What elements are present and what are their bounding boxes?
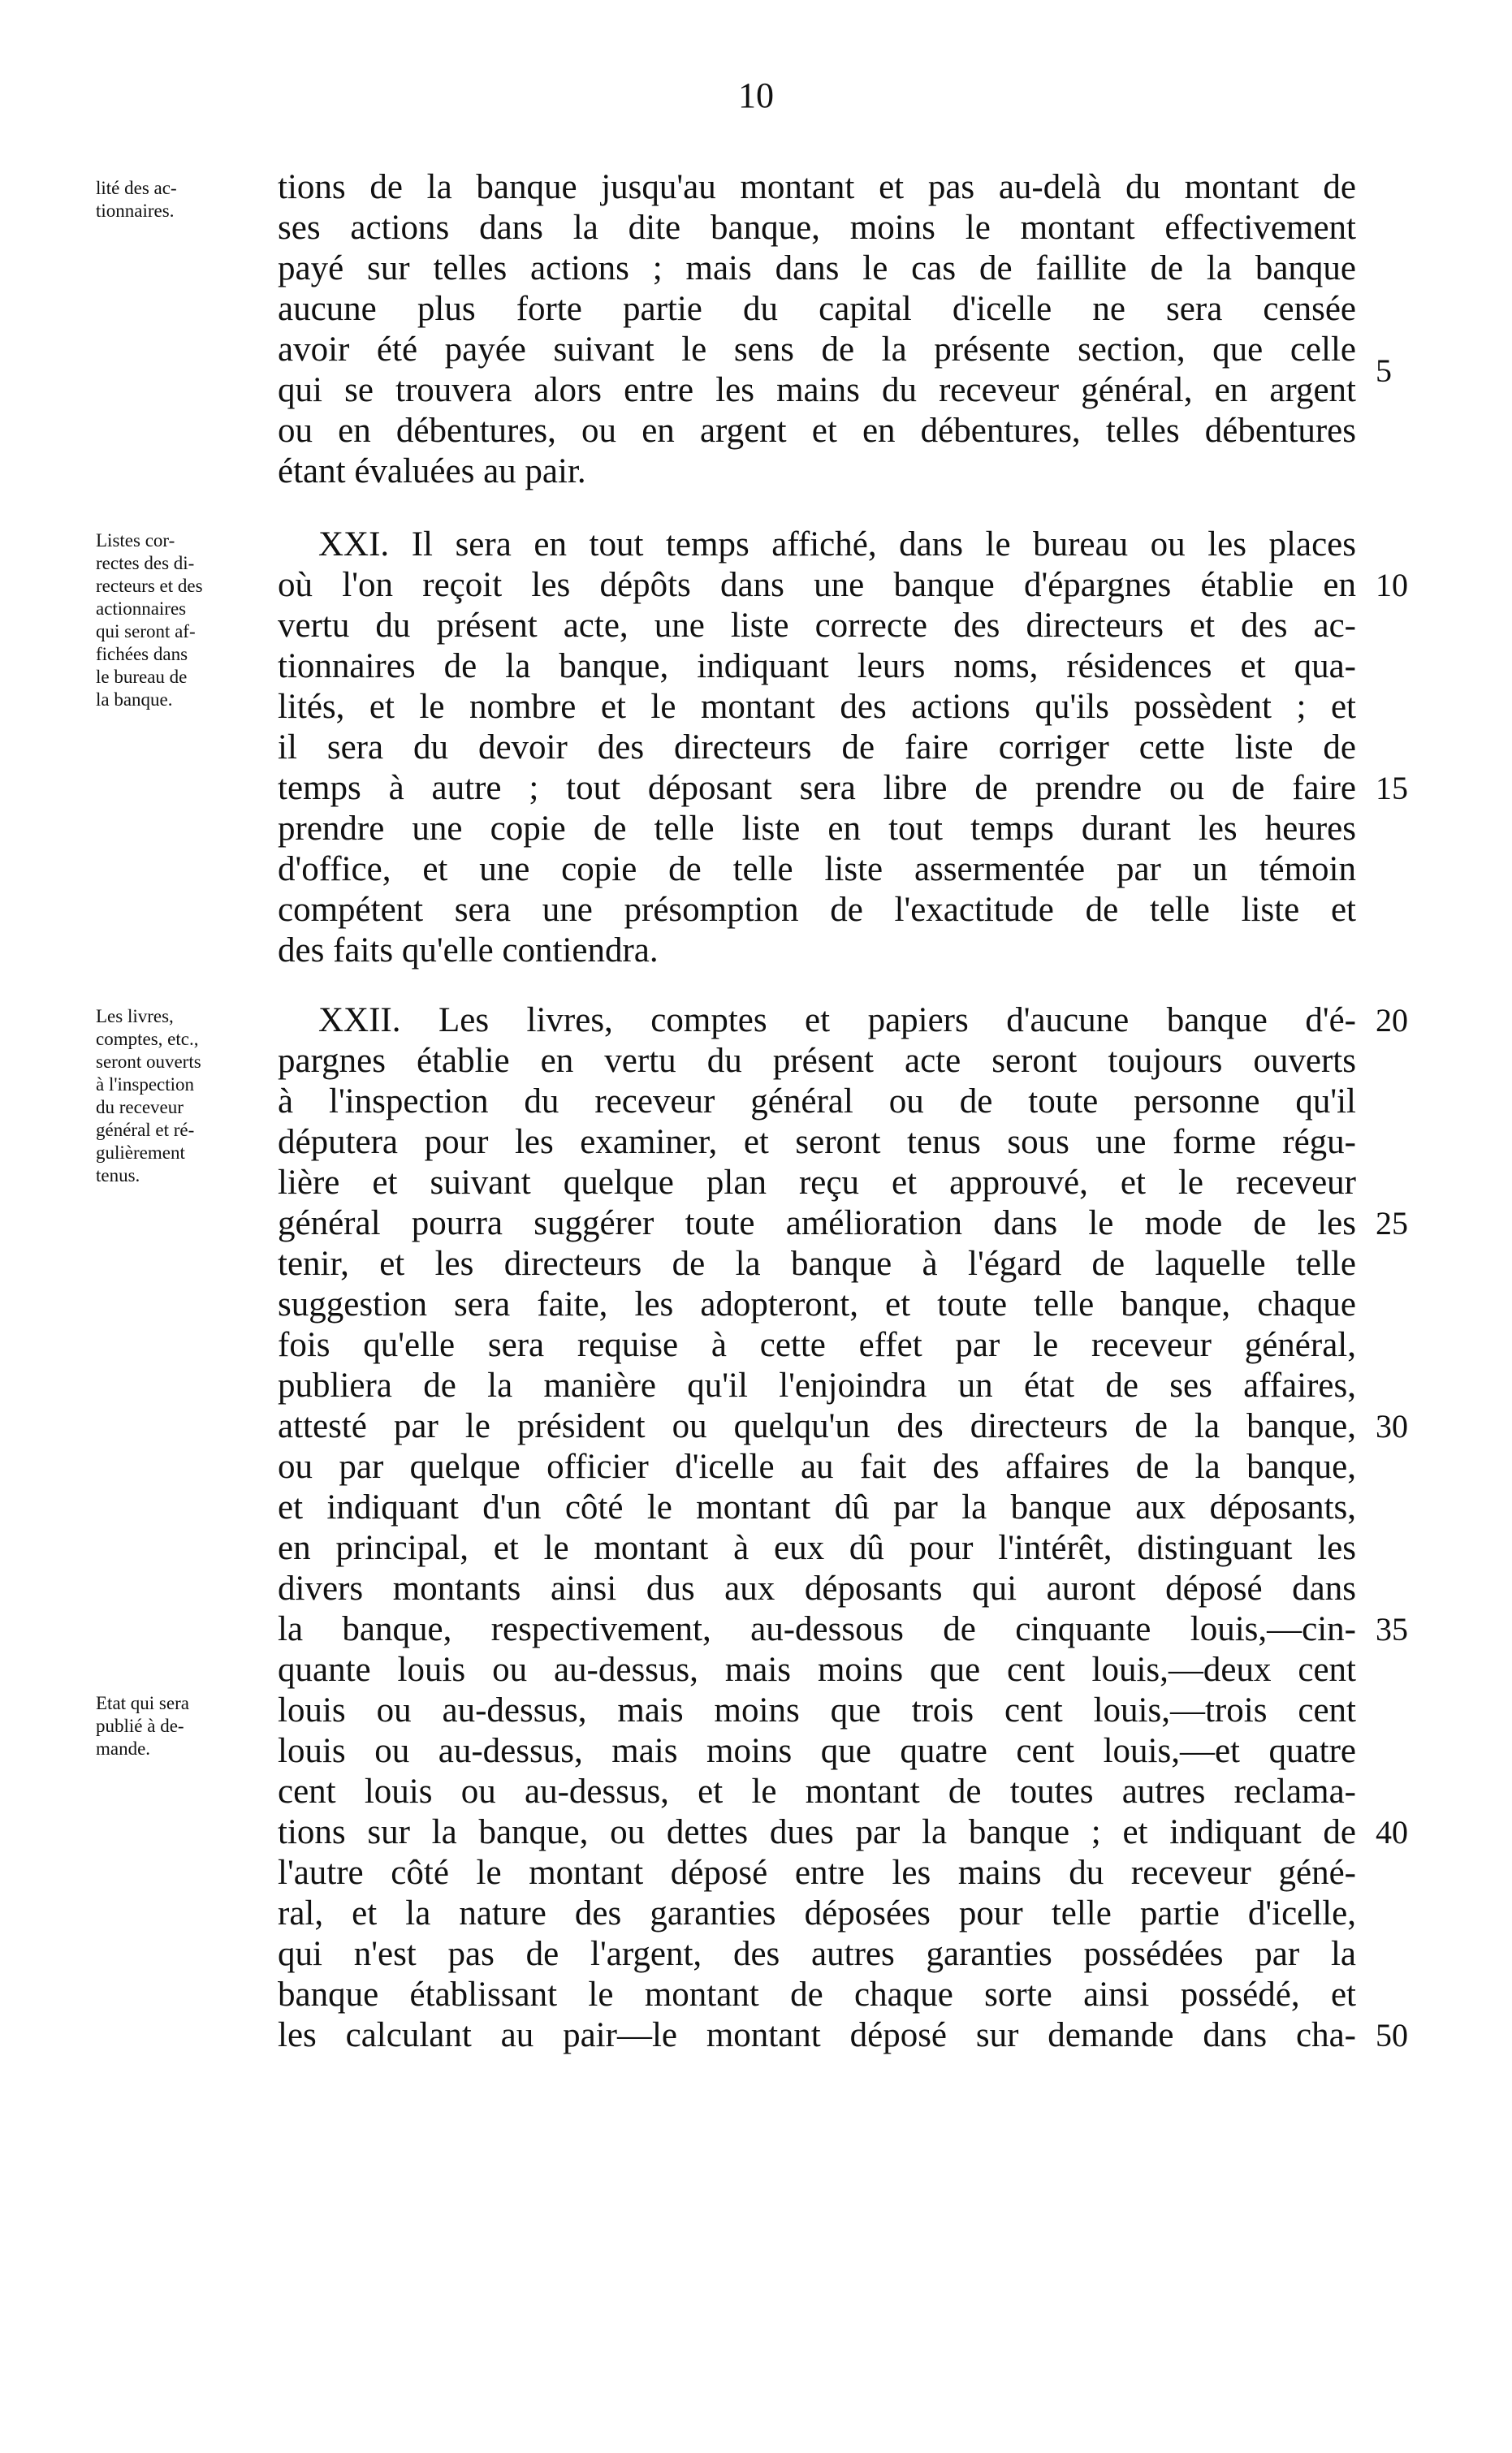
margin-note-line: du receveur — [96, 1097, 184, 1117]
body-line: lière et suivant quelque plan reçu et approuvé, et le receveur — [278, 1164, 1356, 1202]
body-line: quante louis ou au-dessus, mais moins que cent louis,—deux cent — [278, 1651, 1356, 1689]
line-number: 35 — [1376, 1611, 1408, 1648]
body-line: ral, et la nature des garanties déposées pour telle partie d'icelle, — [278, 1894, 1356, 1933]
body-line: aucune plus forte partie du capital d'icelle ne sera censée — [278, 290, 1356, 328]
margin-note-line: qui seront af- — [96, 621, 196, 641]
margin-note-line: seront ouverts — [96, 1052, 201, 1072]
margin-note — [96, 177, 268, 222]
body-line: l'autre côté le montant déposé entre les mains du receveur géné- — [278, 1854, 1356, 1892]
margin-note-line: le bureau de — [96, 667, 188, 687]
line-number: 30 — [1376, 1408, 1408, 1445]
body-line: qui se trouvera alors entre les mains du receveur général, en argent — [278, 371, 1356, 409]
body-line: payé sur telles actions ; mais dans le cas de faillite de la banque — [278, 249, 1356, 287]
margin-note-line: lité des ac- — [96, 178, 177, 198]
line-number: 25 — [1376, 1205, 1408, 1242]
body-line: général pourra suggérer toute amélioration dans le mode de les — [278, 1204, 1356, 1242]
line-number: 20 — [1376, 1002, 1408, 1039]
line-number: 5 — [1376, 352, 1392, 389]
body-line: banque établissant le montant de chaque sorte ainsi possédé, et — [278, 1976, 1356, 2014]
body-line: louis ou au-dessus, mais moins que trois cent louis,—trois cent — [278, 1691, 1356, 1730]
body-line: cent louis ou au-dessus, et le montant de toutes autres reclama- — [278, 1773, 1356, 1811]
margin-note-line: comptes, etc., — [96, 1029, 199, 1049]
margin-note-line: fichées dans — [96, 644, 188, 664]
body-line: en principal, et le montant à eux dû pour l'intérêt, distinguant les — [278, 1529, 1356, 1567]
body-line: prendre une copie de telle liste en tout temps durant les heures — [278, 810, 1356, 848]
body-line: où l'on reçoit les dépôts dans une banque d'épargnes établie en — [278, 566, 1356, 604]
body-line: il sera du devoir des directeurs de faire corriger cette liste de — [278, 728, 1356, 767]
body-line: tenir, et les directeurs de la banque à l'égard de laquelle telle — [278, 1245, 1356, 1283]
body-line: la banque, respectivement, au-dessous de cinquante louis,—cin- — [278, 1610, 1356, 1648]
margin-note-line: Listes cor- — [96, 530, 175, 551]
body-line: lités, et le nombre et le montant des actions qu'ils possèdent ; et — [278, 688, 1356, 726]
body-line: à l'inspection du receveur général ou de toute personne qu'il — [278, 1082, 1356, 1121]
body-line: tionnaires de la banque, indiquant leurs noms, résidences et qua- — [278, 647, 1356, 685]
margin-note-line: tionnaires. — [96, 201, 175, 221]
body-line: d'office, et une copie de telle liste assermentée par un témoin — [278, 850, 1356, 888]
body-line: députera pour les examiner, et seront tenus sous une forme régu- — [278, 1123, 1356, 1161]
body-line: suggestion sera faite, les adopteront, et toute telle banque, chaque — [278, 1285, 1356, 1324]
body-line: ses actions dans la dite banque, moins le montant effectivement — [278, 209, 1356, 247]
body-line: fois qu'elle sera requise à cette effet par le receveur général, — [278, 1326, 1356, 1364]
body-line: compétent sera une présomption de l'exactitude de telle liste et — [278, 891, 1356, 929]
body-line: pargnes établie en vertu du présent acte seront toujours ouverts — [278, 1042, 1356, 1080]
line-number: 40 — [1376, 1814, 1408, 1851]
body-line: des faits qu'elle contiendra. — [278, 931, 659, 970]
margin-note — [96, 1692, 268, 1760]
margin-note-line: mande. — [96, 1738, 151, 1759]
margin-note-line: recteurs et des — [96, 576, 203, 596]
page-number: 10 — [738, 76, 774, 115]
margin-note-line: Les livres, — [96, 1006, 174, 1026]
body-line: et indiquant d'un côté le montant dû par la banque aux déposants, — [278, 1488, 1356, 1527]
line-number: 10 — [1376, 567, 1408, 603]
margin-note — [96, 529, 268, 711]
line-number: 50 — [1376, 2017, 1408, 2054]
body-line: étant évaluées au pair. — [278, 452, 586, 490]
body-line: publiera de la manière qu'il l'enjoindra un état de ses affaires, — [278, 1367, 1356, 1405]
margin-note-line: publié à de- — [96, 1716, 184, 1736]
body-line: divers montants ainsi dus aux déposants qui auront déposé dans — [278, 1570, 1356, 1608]
margin-note-line: rectes des di- — [96, 553, 195, 573]
body-line: vertu du présent acte, une liste correcte des directeurs et des ac- — [278, 607, 1356, 645]
margin-note-line: la banque. — [96, 689, 173, 710]
body-line: tions de la banque jusqu'au montant et pas au-delà du montant de — [278, 168, 1356, 206]
margin-note-line: actionnaires — [96, 598, 187, 619]
body-line: XXII. Les livres, comptes et papiers d'aucune banque d'é- — [318, 1001, 1356, 1039]
body-line: ou en débentures, ou en argent et en débentures, telles débentures — [278, 412, 1356, 450]
margin-note-line: général et ré- — [96, 1120, 195, 1140]
line-number: 15 — [1376, 770, 1408, 806]
margin-note — [96, 1005, 268, 1187]
margin-note-line: Etat qui sera — [96, 1693, 189, 1713]
body-line: attesté par le président ou quelqu'un des directeurs de la banque, — [278, 1407, 1356, 1445]
body-line: les calculant au pair—le montant déposé sur demande dans cha- — [278, 2016, 1356, 2054]
body-line: avoir été payée suivant le sens de la présente section, que celle — [278, 330, 1356, 369]
margin-note-line: à l'inspection — [96, 1074, 195, 1095]
body-line: temps à autre ; tout déposant sera libre de prendre ou de faire — [278, 769, 1356, 807]
body-line: XXI. Il sera en tout temps affiché, dans le bureau ou les places — [318, 525, 1356, 564]
body-line: louis ou au-dessus, mais moins que quatre cent louis,—et quatre — [278, 1732, 1356, 1770]
body-line: qui n'est pas de l'argent, des autres garanties possédées par la — [278, 1935, 1356, 1973]
margin-note-line: tenus. — [96, 1165, 140, 1185]
margin-note-line: gulièrement — [96, 1142, 185, 1163]
body-line: ou par quelque officier d'icelle au fait des affaires de la banque, — [278, 1448, 1356, 1486]
body-line: tions sur la banque, ou dettes dues par la banque ; et indiquant de — [278, 1813, 1356, 1851]
